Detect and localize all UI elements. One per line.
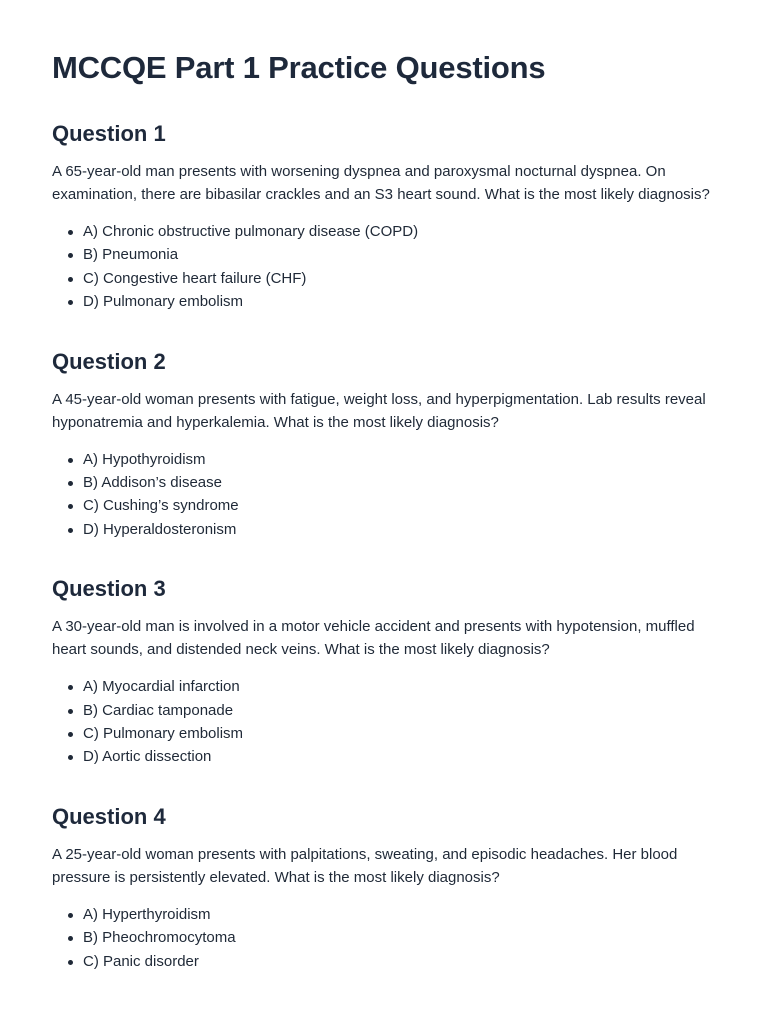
question-2 (52, 348, 716, 542)
question-text: A 65-year-old man presents with worsening dyspnea and paroxysmal nocturnal dyspnea. On examination, there are bibasilar crackles and an S3 heart sound. What is the most likely diagnosis? (52, 163, 710, 203)
option-item: A) Myocardial infarction (68, 675, 716, 698)
option-item: B) Pneumonia (68, 243, 716, 266)
option-list (52, 675, 716, 769)
question-4 (52, 803, 716, 973)
option-list (52, 448, 716, 542)
question-3 (52, 575, 716, 769)
question-heading: Question 3 (52, 576, 166, 602)
option-item: C) Cushing’s syndrome (68, 494, 716, 517)
option-item: D) Hyperaldosteronism (68, 518, 716, 541)
option-list (52, 220, 716, 314)
question-text: A 25-year-old woman presents with palpitations, sweating, and episodic headaches. Her blood pressure is persistently elevated. What is the most likely diagnosis? (52, 845, 678, 886)
question-heading: Question 2 (52, 348, 166, 374)
question-text: A 30-year-old man is involved in a motor vehicle accident and presents with hypotension, muffled heart sounds, and distended neck veins. What is the most likely diagnosis? (52, 618, 695, 659)
question-heading: Question 1 (52, 121, 166, 146)
question-heading: Question 4 (52, 803, 166, 829)
option-item: A) Chronic obstructive pulmonary disease (COPD) (68, 220, 716, 243)
option-item: D) Aortic dissection (68, 745, 716, 768)
option-item: A) Hyperthyroidism (68, 903, 716, 926)
option-item: C) Congestive heart failure (CHF) (68, 267, 716, 290)
question-text: A 45-year-old woman presents with fatigue, weight loss, and hyperpigmentation. Lab results reveal hyponatremia and hyperkalemia. What is the most likely diagnosis? (52, 390, 706, 431)
option-item: C) Pulmonary embolism (68, 722, 716, 745)
option-list (52, 903, 716, 973)
page-title: MCCQE Part 1 Practice Questions (52, 50, 546, 85)
question-1 (52, 120, 716, 314)
option-item: D) Pulmonary embolism (68, 290, 716, 313)
option-item: B) Cardiac tamponade (68, 699, 716, 722)
option-item: C) Panic disorder (68, 950, 716, 973)
option-item: A) Hypothyroidism (68, 448, 716, 471)
option-item: B) Pheochromocytoma (68, 926, 716, 949)
option-item: B) Addison’s disease (68, 471, 716, 494)
